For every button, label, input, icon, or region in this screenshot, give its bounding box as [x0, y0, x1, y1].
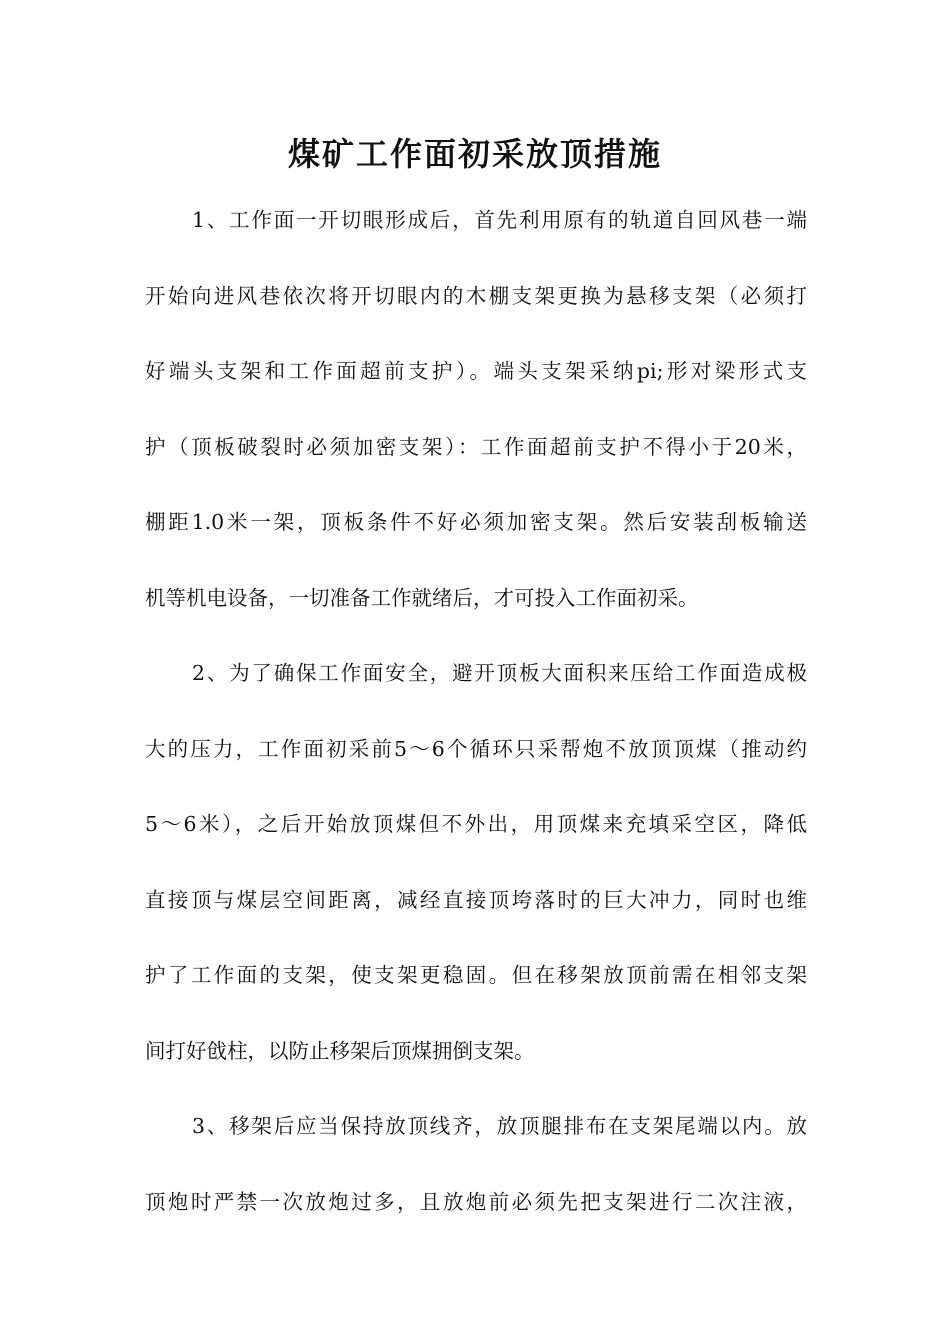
paragraph-1-line-6: 机等机电设备，一切准备工作就绪后，才可投入工作面初采。: [145, 585, 699, 610]
paragraph-1-line-2: 开始向进风巷依次将开切眼内的木棚支架更换为悬移支架（必须打: [145, 283, 807, 308]
paragraph-3-line-1: 3、移架后应当保持放顶线齐，放顶腿排布在支架尾端以内。放: [192, 1114, 807, 1138]
paragraph-3-line-2: 顶炮时严禁一次放炮过多，且放炮前必须先把支架进行二次注液，: [145, 1189, 807, 1214]
paragraph-2-line-1: 2、为了确保工作面安全，避开顶板大面积来压给工作面造成极: [192, 661, 807, 685]
paragraph-2-line-5: 护了工作面的支架，使支架更稳固。但在移架放顶前需在相邻支架: [145, 963, 807, 987]
paragraph-2-line-6: 间打好戗柱，以防止移架后顶煤拥倒支架。: [145, 1038, 535, 1063]
paragraph-1-line-4: 护（顶板破裂时必须加密支架）：工作面超前支护不得小于20米，: [145, 434, 807, 459]
paragraph-2-line-2: 大的压力，工作面初采前5～6个循环只采帮炮不放顶顶煤（推动约: [145, 736, 807, 761]
paragraph-1-line-3: 好端头支架和工作面超前支护）。端头支架采纳pi;形对梁形式支: [145, 359, 807, 383]
paragraph-2-line-4: 直接顶与煤层空间距离，减经直接顶垮落时的巨大冲力，同时也维: [145, 887, 807, 912]
paragraph-1-line-5: 棚距1.0米一架，顶板条件不好必须加密支架。然后安装刮板输送: [145, 510, 807, 534]
document-title: 煤矿工作面初采放顶措施: [287, 135, 662, 173]
paragraph-1-line-1: 1、工作面一开切眼形成后，首先利用原有的轨道自回风巷一端: [192, 208, 807, 232]
document-body: [145, 200, 807, 1257]
paragraph-2-line-3: 5～6米），之后开始放顶煤但不外出，用顶煤来充填采空区，降低: [145, 812, 807, 836]
